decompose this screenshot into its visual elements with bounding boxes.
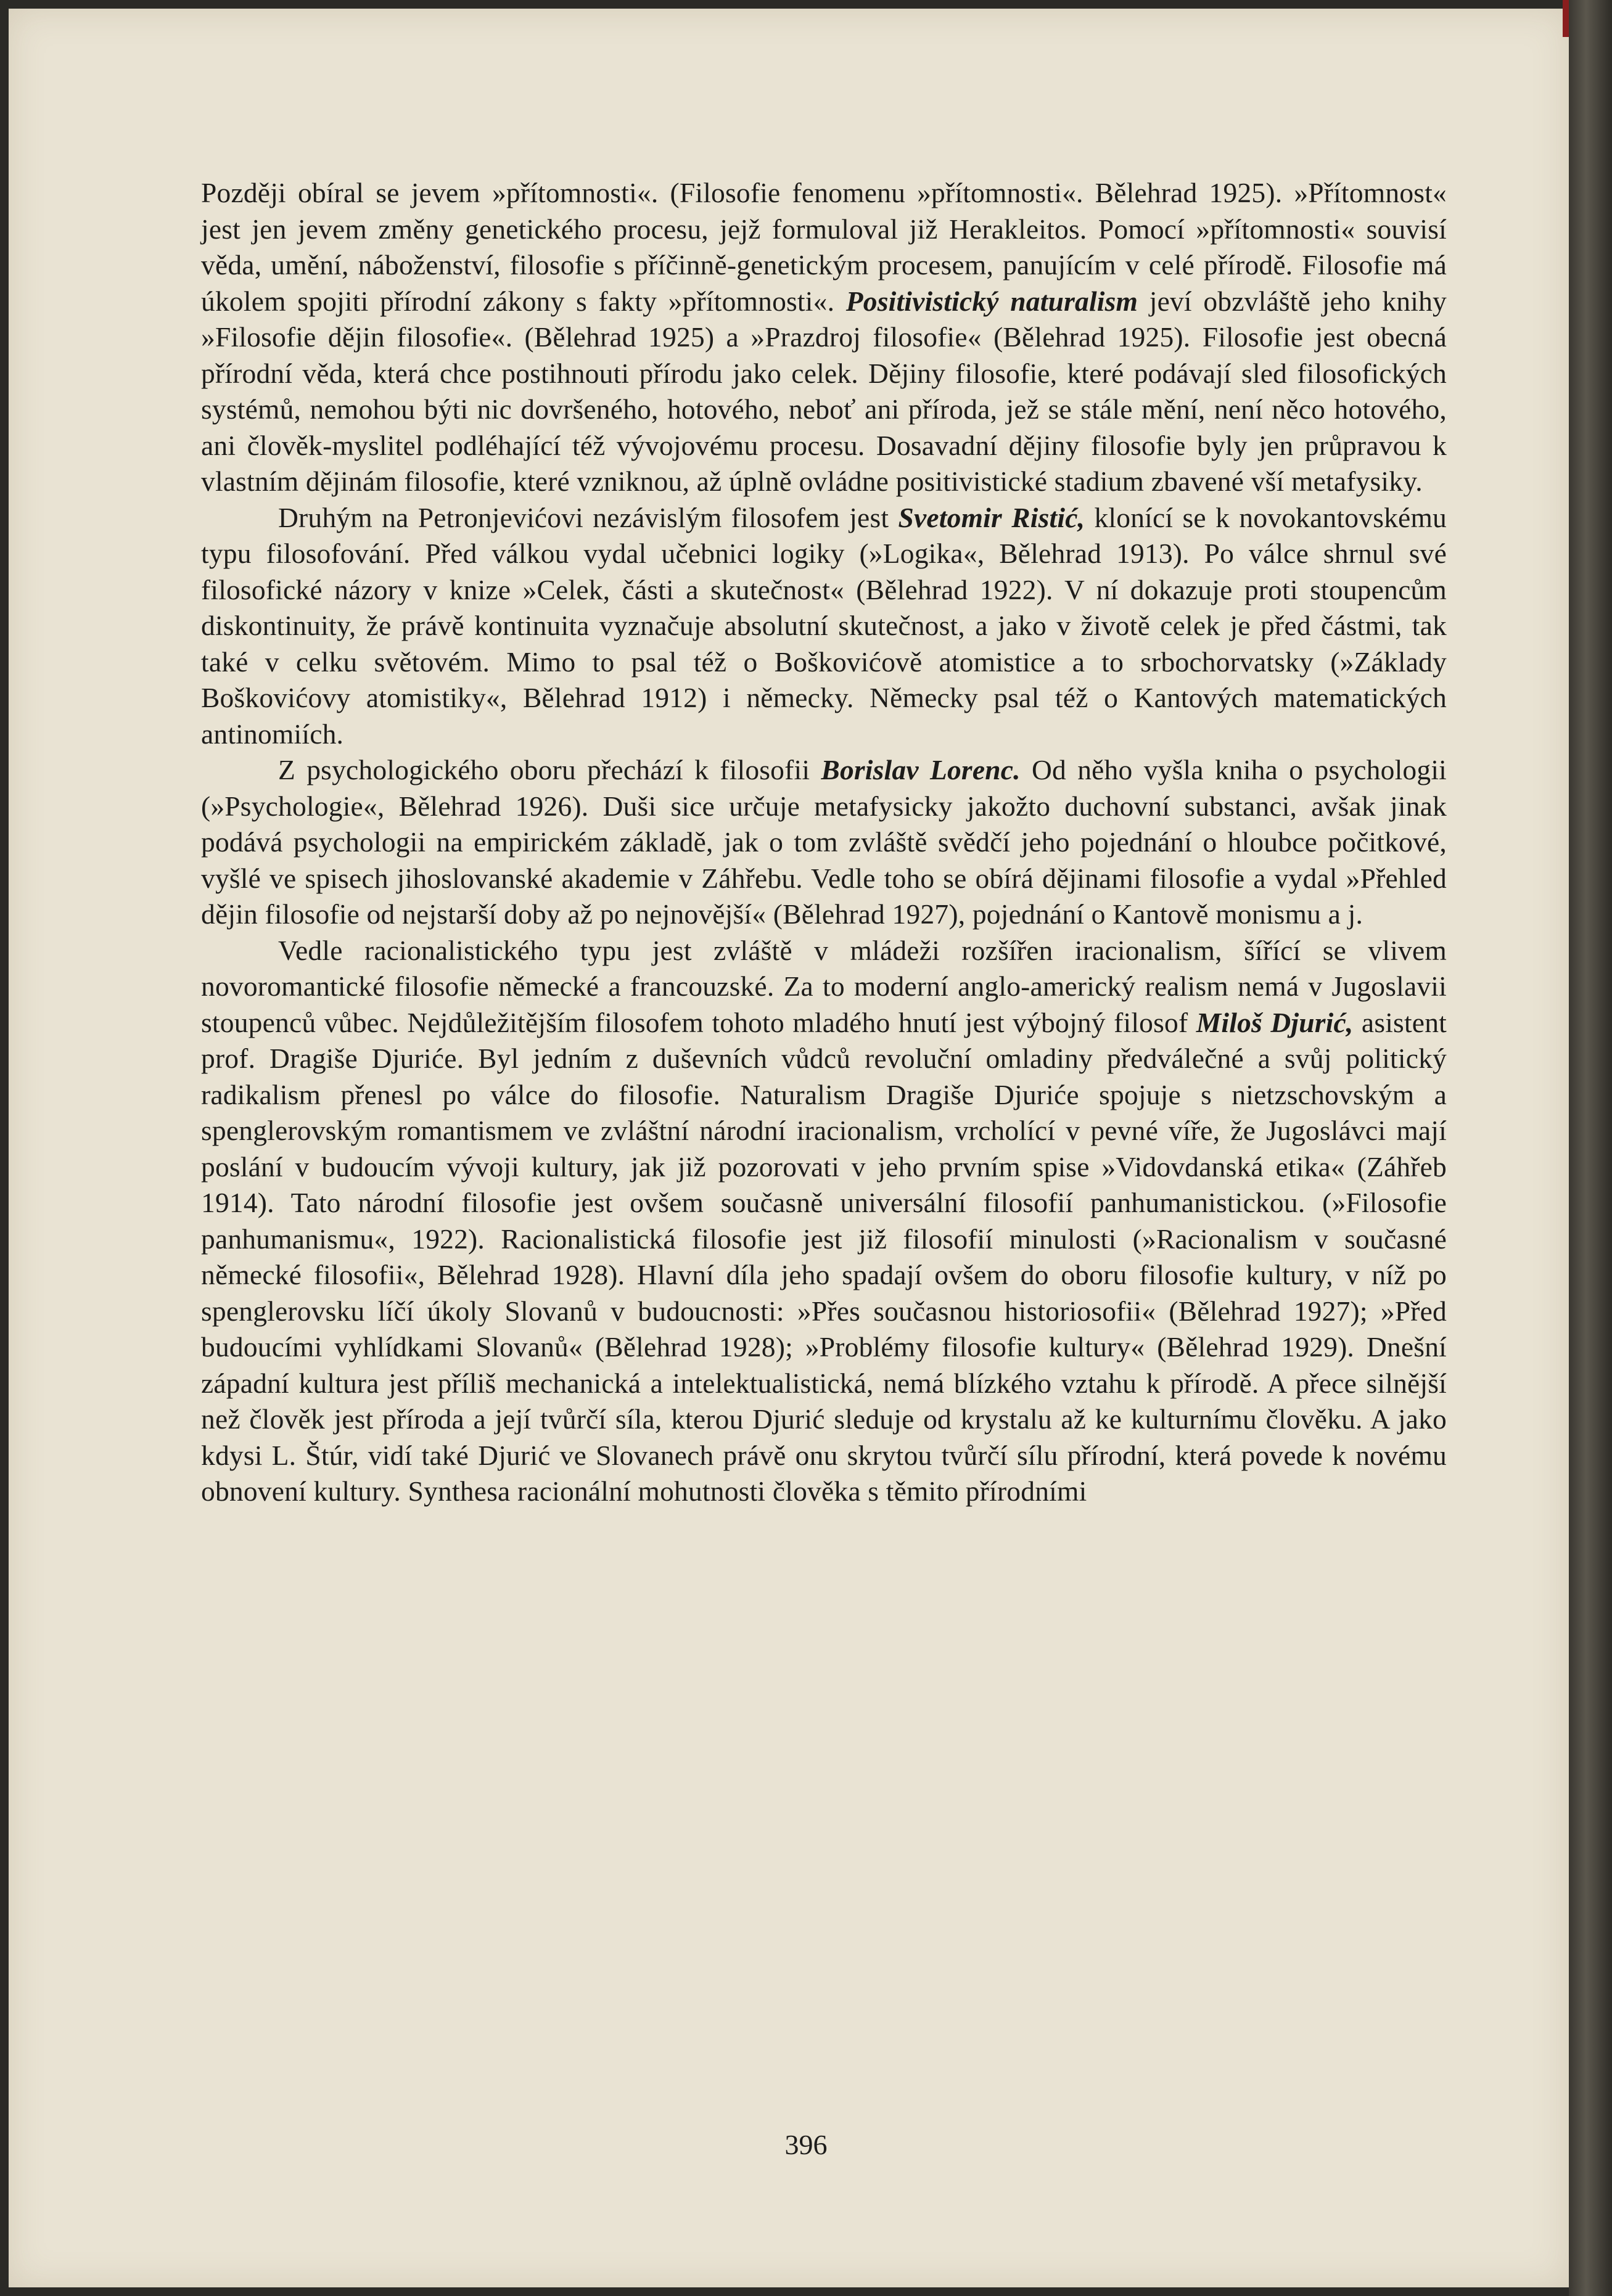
- text-run: klonící se k novokantovskému typu filosofování. Před válkou vydal učebnici logiky (»Logika«, Bělehrad 1913). Po válce shrnul své filosofické názory v knize »Celek, části a skutečnost« (Bělehrad 1922). V ní dokazuje proti stoupencům diskontinuity, že právě kontinuita vyznačuje absolutní skutečnost, a jako v životě celek je před částmi, tak také v celku světovém. Mimo to psal též o Boškovićově atomistice a to srbochorvatsky (»Základy Boškovićovy atomistiky«, Bělehrad 1912) i německy. Německy psal též o Kantových matematických antinomiích.: [201, 501, 1447, 750]
- body-text: [201, 175, 1447, 1510]
- italic-name: Borislav Lorenc.: [821, 754, 1021, 785]
- text-run: jeví obzvláště jeho knihy »Filosofie dějin filosofie«. (Bělehrad 1925) a »Prazdroj filosofie« (Bělehrad 1925). Filosofie jest obecná přírodní věda, která chce postihnouti přírodu jako celek. Dějiny filosofie, které podávají sled filosofických systémů, nemohou býti nic dovršeného, hotového, neboť ani příroda, jež se stále mění, není něco hotového, ani člověk-myslitel podléhající též vývojovému procesu. Dosavadní dějiny filosofie byly jen průpravou k vlastním dějinám filosofie, které vzniknou, až úplně ovládne positivistické stadium zbavené vší metafysiky.: [201, 285, 1447, 497]
- text-run: asistent prof. Dragiše Djuriće. Byl jedním z duševních vůdců revoluční omladiny předválečné a svůj politický radikalism přenesl po válce do filosofie. Naturalism Dragiše Djuriće spojuje s nietzschovským a spenglerovským romantismem ve zvláštní národní iracionalism, vrcholící v pevné víře, že Jugoslávci mají poslání v budoucím vývoji kultury, jak již pozorovati v jeho prvním spise »Vidovdanská etika« (Záhřeb 1914). Tato národní filosofie jest ovšem současně universální filosofií panhumanistickou. (»Filosofie panhumanismu«, 1922). Racionalistická filosofie jest již filosofií minulosti (»Racionalism v současné německé filosofii«, Bělehrad 1928). Hlavní díla jeho spadají ovšem do oboru filosofie kultury, v níž po spenglerovsku líčí úkoly Slovanů v budoucnosti: »Přes současnou historiosofii« (Bělehrad 1927); »Před budoucími vyhlídkami Slovanů« (Bělehrad 1928); »Problémy filosofie kultury« (Bělehrad 1929). Dnešní západní kultura jest příliš mechanická a intelektualistická, nemá blízkého vztahu k přírodě. A přece silnější než člověk jest příroda a její tvůrčí síla, kterou Djurić sleduje od krystalu až ke kulturnímu člověku. A jako kdysi L. Štúr, vidí také Djurić ve Slovanech právě onu skrytou tvůrčí sílu přírodní, která povede k novému obnovení kultury. Synthesa racionální mohutnosti člověka s těmito přírodními: [201, 1006, 1447, 1507]
- paragraph: [201, 175, 1447, 500]
- paragraph: [201, 933, 1447, 1510]
- edge-mark: [1563, 0, 1569, 37]
- text-run: Později obíral se jevem »přítomnosti«. (Filosofie fenomenu »přítomnosti«. Bělehrad 1925). »Přítomnost« jest jen jevem změny genetického procesu, jejž formuloval již Herakleitos. Pomocí »přítomnosti« souvisí věda, umění, náboženství, filosofie s příčinně-genetickým procesem, panujícím v celé přírodě. Filosofie má úkolem spojiti přírodní zákony s fakty »přítomnosti«.: [201, 177, 1447, 317]
- book-page: [9, 9, 1569, 2287]
- page-number: 396: [784, 2129, 828, 2160]
- text-run: Z psychologického oboru přechází k filosofii: [278, 754, 821, 785]
- italic-name: Positivistický naturalism: [845, 285, 1138, 317]
- text-run: Druhým na Petronjevićovi nezávislým filosofem jest: [278, 501, 899, 533]
- italic-name: Miloš Djurić,: [1196, 1006, 1354, 1038]
- italic-name: Svetomir Ristić,: [898, 501, 1085, 533]
- paragraph: [201, 500, 1447, 753]
- binding-edge: [1569, 0, 1612, 2296]
- text-run: Vedle racionalistického typu jest zvláště v mládeži rozšířen iracionalism, šířící se vlivem novoromantické filosofie německé a francouzské. Za to moderní anglo-americký realism nemá v Jugoslavii stoupenců vůbec. Nejdůležitějším filosofem tohoto mladého hnutí jest výbojný filosof: [201, 934, 1447, 1038]
- text-run: Od něho vyšla kniha o psychologii (»Psychologie«, Bělehrad 1926). Duši sice určuje metafysicky jakožto duchovní substanci, avšak jinak podává psychologii na empirickém základě, jak o tom zvláště svědčí jeho pojednání o hloubce počitkové, vyšlé ve spisech jihoslovanské akademie v Záhřebu. Vedle toho se obírá dějinami filosofie a vydal »Přehled dějin filosofie od nejstarší doby až po nejnovější« (Bělehrad 1927), pojednání o Kantově monismu a j.: [201, 754, 1447, 930]
- paragraph: [201, 752, 1447, 933]
